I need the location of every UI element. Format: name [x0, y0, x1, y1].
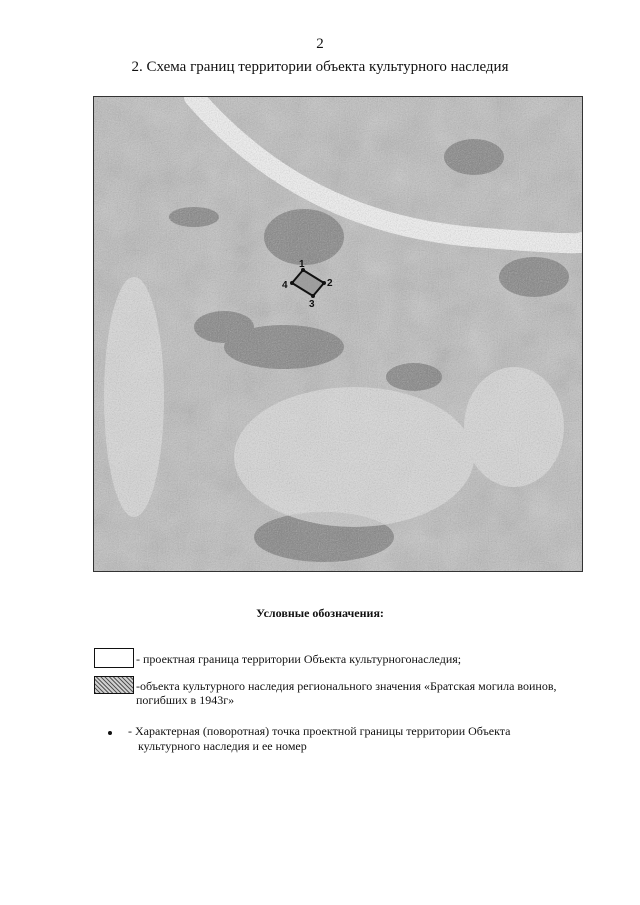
boundary-point-label-2: 2 [327, 278, 333, 289]
boundary-point-label-1: 1 [299, 259, 305, 270]
legend-text-heritage-object-line2: погибших в 1943г» [136, 693, 235, 707]
legend-swatch-heritage-object [94, 676, 134, 694]
boundary-point-4[interactable] [290, 281, 294, 285]
legend-text-boundary: - проектная граница территории Объекта культурногонаследия; [136, 652, 462, 666]
legend-text-point-line1: - Характерная (поворотная) точка проектной границы территории Объекта [128, 724, 511, 738]
legend-title: Условные обозначения: [256, 606, 384, 620]
boundary-point-3[interactable] [311, 294, 315, 298]
boundary-point-label-4: 4 [282, 280, 288, 291]
page-title: 2. Схема границ территории объекта культурного наследия [131, 59, 509, 75]
legend-swatch-point [108, 731, 112, 735]
legend-swatch-boundary [94, 648, 134, 668]
boundary-point-2[interactable] [322, 281, 326, 285]
legend-text-heritage-object-line1: -объекта культурного наследия регионального значения «Братская могила воинов, [136, 679, 557, 693]
legend-text-point-line2: культурного наследия и ее номер [138, 739, 307, 753]
map-speckle [94, 97, 582, 571]
boundary-point-label-3: 3 [309, 299, 315, 310]
map-canvas [94, 97, 582, 571]
page-number: 2 [316, 36, 324, 52]
satellite-map[interactable] [93, 96, 583, 572]
